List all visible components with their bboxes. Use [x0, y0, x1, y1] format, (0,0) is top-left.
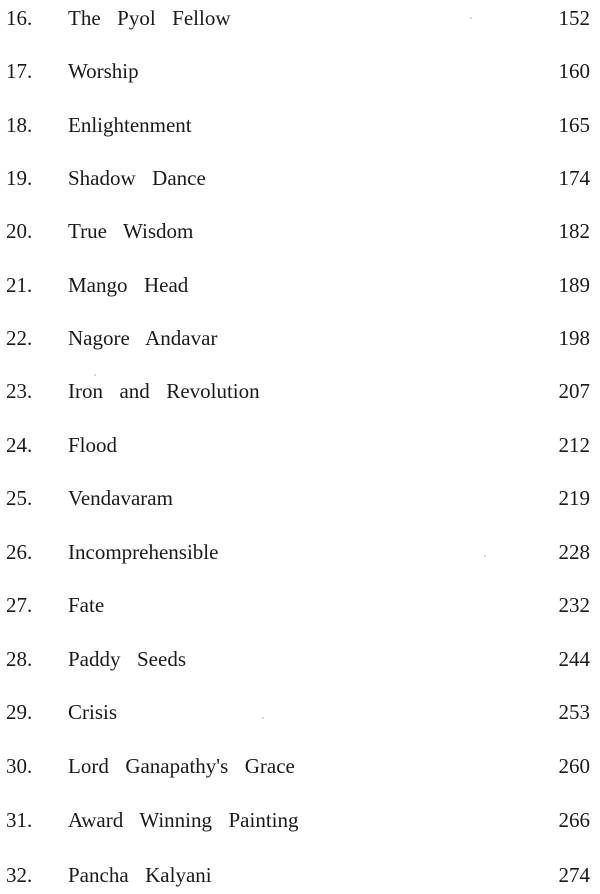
- toc-entry: [0, 860, 600, 890]
- toc-entry: [0, 537, 600, 567]
- entry-number: 26.: [6, 540, 33, 564]
- toc-entry: [0, 270, 600, 300]
- entry-page-number: 174: [558, 166, 590, 190]
- entry-page-number: 219: [558, 486, 590, 510]
- entry-page-number: 266: [558, 808, 590, 832]
- entry-number: 19.: [6, 166, 33, 190]
- toc-entry: [0, 376, 600, 406]
- entry-title: Vendavaram: [68, 486, 173, 510]
- entry-title: Pancha Kalyani: [68, 863, 212, 887]
- entry-number: 28.: [6, 647, 33, 671]
- entry-number: 31.: [6, 808, 33, 832]
- toc-entry: [0, 805, 600, 835]
- entry-title: The Pyol Fellow: [68, 6, 231, 30]
- entry-title: Incomprehensible: [68, 540, 219, 564]
- toc-entry: [0, 3, 600, 33]
- entry-page-number: 274: [558, 863, 590, 887]
- entry-number: 23.: [6, 379, 33, 403]
- entry-number: 22.: [6, 326, 33, 350]
- entry-title: Mango Head: [68, 273, 189, 297]
- entry-page-number: 165: [558, 113, 590, 137]
- entry-page-number: 207: [558, 379, 590, 403]
- entry-page-number: 244: [558, 647, 590, 671]
- entry-title: Shadow Dance: [68, 166, 206, 190]
- entry-number: 27.: [6, 593, 33, 617]
- entry-page-number: 189: [558, 273, 590, 297]
- toc-entry: [0, 644, 600, 674]
- entry-number: 16.: [6, 6, 33, 30]
- entry-number: 20.: [6, 219, 33, 243]
- toc-entry: [0, 216, 600, 246]
- entry-page-number: 160: [558, 59, 590, 83]
- entry-title: Paddy Seeds: [68, 647, 186, 671]
- paper-speck: [94, 374, 96, 376]
- toc-entry: [0, 163, 600, 193]
- entry-number: 30.: [6, 754, 33, 778]
- entry-page-number: 182: [558, 219, 590, 243]
- paper-speck: [470, 17, 472, 19]
- entry-title: Fate: [68, 593, 105, 617]
- toc-entry: [0, 56, 600, 86]
- toc-entry: [0, 110, 600, 140]
- toc-entry: [0, 751, 600, 781]
- entry-page-number: 198: [558, 326, 590, 350]
- entry-number: 21.: [6, 273, 33, 297]
- entry-number: 32.: [6, 863, 33, 887]
- entry-page-number: 152: [558, 6, 590, 30]
- entry-page-number: 228: [558, 540, 590, 564]
- entry-number: 18.: [6, 113, 33, 137]
- toc-entry: [0, 697, 600, 727]
- entry-page-number: 253: [558, 700, 590, 724]
- toc-entry: [0, 590, 600, 620]
- paper-speck: [484, 555, 486, 557]
- toc-entry: [0, 430, 600, 460]
- paper-speck: [262, 717, 264, 719]
- entry-title: Award Winning Painting: [68, 808, 299, 832]
- entry-title: Nagore Andavar: [68, 326, 218, 350]
- toc-entry: [0, 323, 600, 353]
- entry-title: True Wisdom: [68, 219, 194, 243]
- entry-title: Crisis: [68, 700, 118, 724]
- entry-title: Iron and Revolution: [68, 379, 260, 403]
- entry-page-number: 260: [558, 754, 590, 778]
- entry-number: 24.: [6, 433, 33, 457]
- entry-number: 17.: [6, 59, 33, 83]
- entry-title: Enlightenment: [68, 113, 192, 137]
- entry-number: 29.: [6, 700, 33, 724]
- entry-page-number: 232: [558, 593, 590, 617]
- entry-title: Flood: [68, 433, 118, 457]
- entry-page-number: 212: [558, 433, 590, 457]
- entry-title: Lord Ganapathy's Grace: [68, 754, 295, 778]
- toc-entry: [0, 483, 600, 513]
- entry-title: Worship: [68, 59, 139, 83]
- entry-number: 25.: [6, 486, 33, 510]
